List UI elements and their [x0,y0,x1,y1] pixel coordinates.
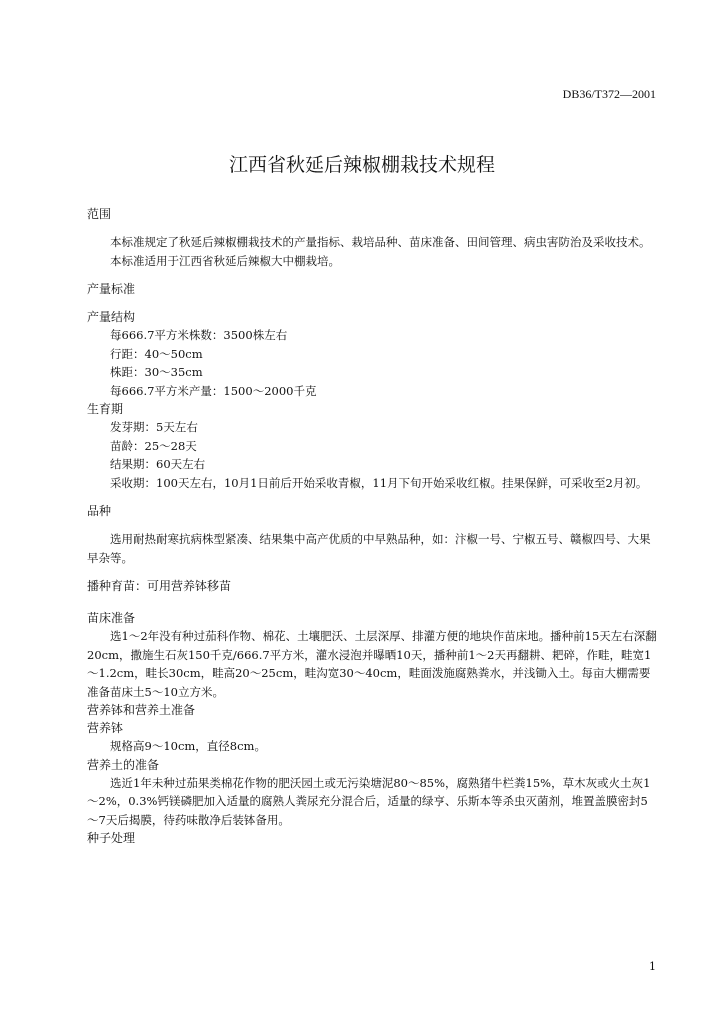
document-title: 江西省秋延后辣椒棚栽技术规程 [228,154,495,176]
growth-item: 结果期：60天左右 [110,457,206,471]
paragraph-variety: 选用耐热耐寒抗病株型紧凑、结果集中高产优质的中早熟品种，如：汴椒一号、宁椒五号、赣椒四号、大果早杂等。 [87,532,651,565]
standard-code: DB36/T372—2001 [562,87,656,101]
growth-item: 苗龄：25～28天 [110,438,197,453]
yield-item: 株距：30～35cm [110,365,203,379]
heading-seedbed: 苗床准备 [87,611,136,625]
paragraph-harvest: 采收期：100天左右，10月1日前后开始采收青椒，11月下旬开始采收红椒。挂果保鲜，可采收至2月初。 [110,475,648,490]
document-body [87,205,657,847]
paragraph-scope-1: 本标准规定了秋延后辣椒棚栽技术的产量指标、栽培品种、苗床准备、田间管理、病虫害防治及采收技术。 [110,235,651,249]
pot-spec: 规格高9～10cm，直径8cm。 [110,739,266,753]
heading-yield-structure: 产量结构 [87,310,136,324]
yield-item: 每666.7平方米产量：1500～2000千克 [110,383,317,398]
heading-variety: 品种 [87,504,112,518]
paragraph-seedbed: 选1～2年没有种过茄科作物、棉花、土壤肥沃、土层深厚、排灌方便的地块作苗床地。播种前15天左右深翻20cm，撒施生石灰150千克/666.7平方米，灌水浸泡并曝晒10天，播种前1～2天再翻耕、耙碎，作畦，畦宽1～1.2cm，畦长30cm，畦高20～25cm，畦沟宽30～40cm，畦面泼施腐熟粪水，并浅锄入土。每亩大棚需要准备苗床土5～10立方米。 [87,629,657,699]
paragraph-scope-2: 本标准适用于江西省秋延后辣椒大中棚栽培。 [110,253,340,268]
heading-soil: 营养土的准备 [87,757,160,772]
heading-growth-period: 生育期 [87,402,124,416]
heading-pot-soil: 营养钵和营养土准备 [87,703,196,717]
yield-item: 每666.7平方米株数：3500株左右 [110,328,288,342]
page-number: 1 [649,960,656,973]
growth-item: 发芽期：5天左右 [110,420,198,434]
heading-seed-treatment: 种子处理 [87,831,136,845]
heading-yield-standard: 产量标准 [87,282,136,296]
heading-sowing: 播种育苗：可用营养钵移苗 [87,579,232,593]
heading-scope: 范围 [87,207,112,221]
yield-item: 行距：40～50cm [110,346,203,361]
heading-pot: 营养钵 [87,721,124,735]
paragraph-soil: 选近1年未种过茄果类棉花作物的肥沃园土或无污染塘泥80～85%，腐熟猪牛栏粪15%，草木灰或火土灰1～2%，0.3%钙镁磷肥加入适量的腐熟人粪尿充分混合后，适量的绿亨、乐斯本等杀虫灭菌剂，堆置盖膜密封5～7天后揭膜，待药味散净后装钵备用。 [87,775,651,827]
